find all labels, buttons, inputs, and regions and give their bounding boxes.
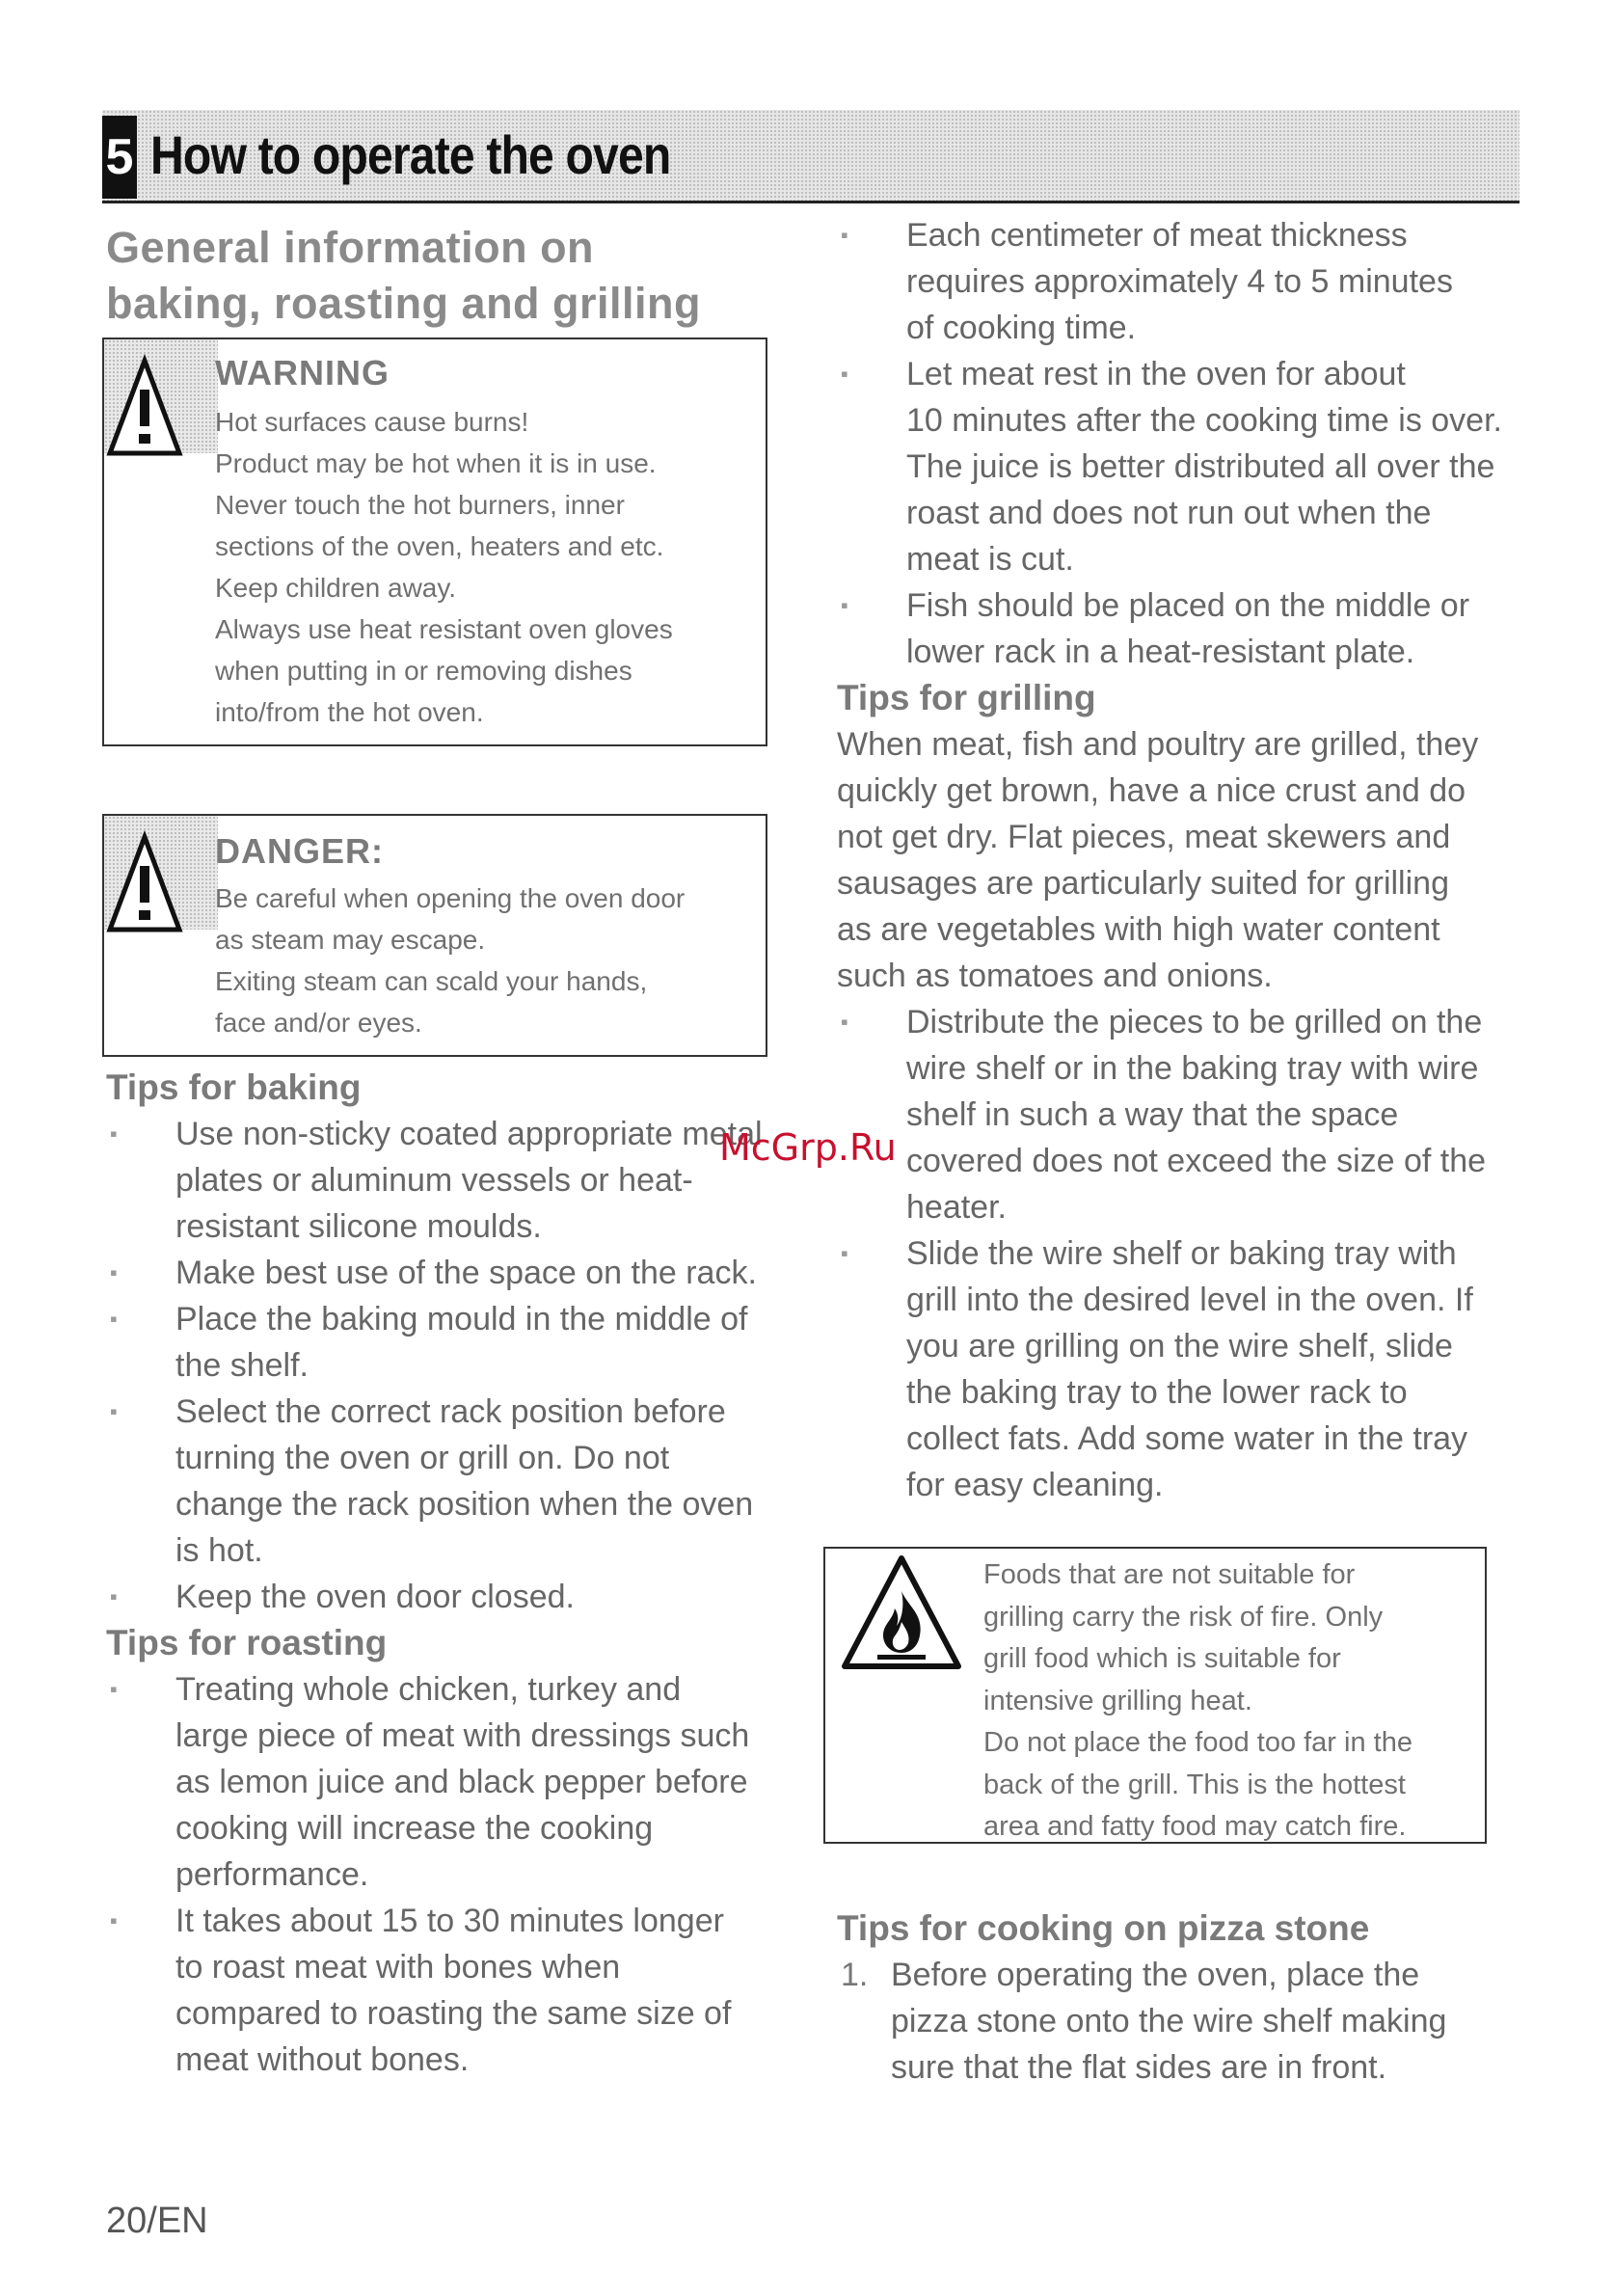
fire-line: intensive grilling heat.: [983, 1685, 1252, 1716]
warning-line: Keep children away.: [215, 573, 457, 603]
item-line: compared to roasting the same size of: [175, 1995, 732, 2032]
fire-line: Foods that are not suitable for: [983, 1559, 1356, 1590]
watermark: McGrp.Ru: [719, 1126, 897, 1169]
paragraph-line: sausages are particularly suited for grilling: [837, 865, 1449, 902]
paragraph-line: quickly get brown, have a nice crust and do: [837, 772, 1466, 809]
item-line: heater.: [906, 1189, 1007, 1226]
item-line: you are grilling on the wire shelf, slide: [906, 1328, 1453, 1364]
grilling-list: [837, 999, 1531, 1508]
list-item: [837, 1230, 1531, 1508]
fire-warning-text: [983, 1554, 1412, 1849]
bullet-mark: ▪: [841, 223, 848, 247]
item-line: the baking tray to the lower rack to: [906, 1374, 1408, 1411]
item-line: resistant silicone moulds.: [175, 1208, 542, 1245]
danger-line: as steam may escape.: [215, 925, 486, 955]
fire-line: grilling carry the risk of fire. Only: [983, 1601, 1384, 1633]
baking-title: Tips for baking: [106, 1067, 362, 1107]
item-line: Make best use of the space on the rack.: [175, 1255, 757, 1291]
warning-triangle-icon: [106, 822, 183, 933]
item-line: The juice is better distributed all over the: [906, 448, 1495, 485]
item-line: change the rack position when the oven: [175, 1486, 754, 1523]
item-line: plates or aluminum vessels or heat-: [175, 1162, 693, 1199]
warning-line: Product may be hot when it is in use.: [215, 448, 657, 478]
list-item: [837, 351, 1531, 582]
warning-box: [102, 338, 767, 746]
item-line: lower rack in a heat-resistant plate.: [906, 634, 1415, 670]
fire-line: Do not place the food too far in the: [983, 1727, 1412, 1758]
warning-heading: WARNING: [215, 353, 390, 392]
list-item: [837, 212, 1531, 351]
item-line: meat is cut.: [906, 541, 1074, 578]
item-line: Use non-sticky coated appropriate metal: [175, 1116, 763, 1152]
section-title-line: baking, roasting and grilling: [106, 279, 702, 328]
section-title: [106, 220, 781, 332]
item-line: meat without bones.: [175, 2041, 470, 2078]
fire-line: area and fatty food may catch fire.: [983, 1811, 1407, 1842]
item-line: sure that the flat sides are in front.: [891, 2049, 1387, 2086]
item-line: shelf in such a way that the space: [906, 1096, 1399, 1133]
item-line: as lemon juice and black pepper before: [175, 1764, 748, 1800]
item-line: large piece of meat with dressings such: [175, 1717, 750, 1754]
item-line: Keep the oven door closed.: [175, 1579, 575, 1615]
item-line: of cooking time.: [906, 310, 1137, 346]
bullet-mark: ▪: [841, 593, 848, 617]
item-line: grill into the desired level in the oven. If: [906, 1282, 1473, 1318]
paragraph-line: as are vegetables with high water content: [837, 911, 1440, 948]
item-line: covered does not exceed the size of the: [906, 1143, 1487, 1179]
bullet-mark: ▪: [110, 1584, 118, 1608]
pizza-title: Tips for cooking on pizza stone: [837, 1908, 1370, 1948]
danger-line: face and/or eyes.: [215, 1008, 422, 1038]
warning-line: sections of the oven, heaters and etc.: [215, 531, 664, 561]
fire-line: grill food which is suitable for: [983, 1643, 1341, 1674]
item-line: the shelf.: [175, 1347, 309, 1384]
list-item: [106, 1250, 800, 1296]
bullet-mark: ▪: [841, 1241, 848, 1265]
chapter-title: How to operate the oven: [150, 124, 671, 185]
bullet-mark: ▪: [110, 1260, 118, 1284]
baking-roasting-section: [106, 1065, 800, 2083]
item-line: Before operating the oven, place the: [891, 1957, 1420, 1993]
list-item: [837, 582, 1531, 675]
left-column: [106, 220, 781, 332]
item-line: performance.: [175, 1856, 369, 1893]
list-item: [837, 1952, 1531, 2091]
meat-tips-list: [837, 212, 1531, 675]
item-line: for easy cleaning.: [906, 1467, 1164, 1503]
warning-text: [215, 401, 673, 733]
item-line: requires approximately 4 to 5 minutes: [906, 263, 1453, 300]
item-line: turning the oven or grill on. Do not: [175, 1440, 670, 1476]
item-line: 10 minutes after the cooking time is over.: [906, 402, 1502, 439]
item-line: Treating whole chicken, turkey and: [175, 1671, 682, 1708]
item-line: cooking will increase the cooking: [175, 1810, 654, 1847]
right-column: [837, 212, 1531, 1508]
pizza-section: [837, 1905, 1531, 2091]
danger-heading: DANGER:: [215, 831, 384, 871]
item-line: to roast meat with bones when: [175, 1949, 621, 1985]
list-item: [106, 1898, 800, 2083]
danger-text: [215, 878, 685, 1043]
bullet-mark: ▪: [110, 1121, 118, 1146]
paragraph-line: not get dry. Flat pieces, meat skewers and: [837, 819, 1451, 855]
item-line: Slide the wire shelf or baking tray with: [906, 1235, 1457, 1272]
item-line: Distribute the pieces to be grilled on the: [906, 1004, 1483, 1040]
fire-hazard-icon: [839, 1551, 964, 1676]
baking-list: [106, 1111, 800, 1620]
fire-warning-box: [823, 1547, 1487, 1844]
list-item: [837, 999, 1531, 1230]
list-item: [106, 1574, 800, 1620]
item-line: Place the baking mould in the middle of: [175, 1301, 748, 1337]
list-item: [106, 1666, 800, 1898]
paragraph-line: When meat, fish and poultry are grilled, they: [837, 726, 1479, 763]
page-number: 20/EN: [106, 2201, 208, 2241]
paragraph-line: such as tomatoes and onions.: [837, 958, 1273, 994]
bullet-mark: ▪: [110, 1307, 118, 1331]
grilling-intro: [837, 721, 1531, 999]
bullet-mark: ▪: [110, 1908, 118, 1932]
chapter-number: 5: [102, 116, 137, 199]
item-line: Each centimeter of meat thickness: [906, 217, 1408, 254]
item-line: roast and does not run out when the: [906, 495, 1432, 531]
bullet-mark: ▪: [841, 362, 848, 386]
list-item: [106, 1296, 800, 1389]
roasting-title: Tips for roasting: [106, 1623, 388, 1662]
warning-line: Hot surfaces cause burns!: [215, 407, 529, 437]
item-line: Fish should be placed on the middle or: [906, 587, 1470, 624]
danger-line: Exiting steam can scald your hands,: [215, 966, 648, 996]
roasting-list: [106, 1666, 800, 2083]
item-line: is hot.: [175, 1532, 263, 1569]
bullet-mark: ▪: [110, 1399, 118, 1423]
list-item: [106, 1111, 800, 1250]
warning-line: Never touch the hot burners, inner: [215, 490, 625, 520]
grilling-title: Tips for grilling: [837, 678, 1096, 717]
pizza-list: [837, 1952, 1531, 2091]
list-item: [106, 1389, 800, 1574]
bullet-mark: ▪: [110, 1677, 118, 1701]
item-line: wire shelf or in the baking tray with wire: [906, 1050, 1479, 1087]
fire-line: back of the grill. This is the hottest: [983, 1769, 1406, 1800]
item-line: collect fats. Add some water in the tray: [906, 1420, 1468, 1457]
danger-line: Be careful when opening the oven door: [215, 883, 686, 913]
item-number: 1.: [841, 1957, 869, 1993]
item-line: pizza stone onto the wire shelf making: [891, 2003, 1447, 2039]
item-line: Let meat rest in the oven for about: [906, 356, 1406, 392]
danger-box: [102, 814, 767, 1057]
item-line: Select the correct rack position before: [175, 1393, 726, 1430]
bullet-mark: ▪: [841, 1010, 848, 1034]
item-line: It takes about 15 to 30 minutes longer: [175, 1903, 724, 1939]
warning-line: into/from the hot oven.: [215, 697, 484, 727]
warning-line: when putting in or removing dishes: [215, 656, 632, 686]
chapter-header: [102, 110, 1520, 203]
section-title-line: General information on: [106, 223, 595, 272]
warning-triangle-icon: [106, 345, 183, 457]
warning-line: Always use heat resistant oven gloves: [215, 614, 673, 644]
